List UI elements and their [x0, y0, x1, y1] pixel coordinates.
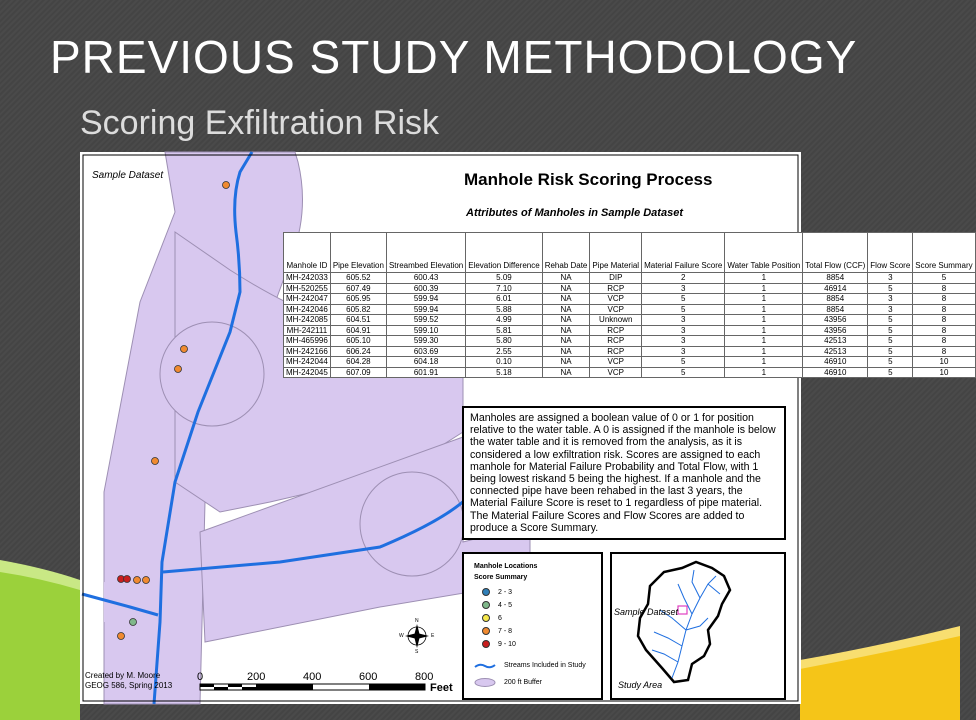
table-cell: NA — [542, 336, 590, 347]
legend-stream-row — [474, 662, 586, 669]
manhole-dot — [143, 577, 150, 584]
table-cell: 43956 — [803, 315, 868, 326]
table-cell: MH-242044 — [284, 357, 331, 368]
table-cell: 601.91 — [386, 367, 465, 378]
table-column-header: Score Summary — [913, 233, 975, 273]
green-band — [0, 570, 80, 720]
table-cell: 3 — [868, 304, 913, 315]
table-cell: 5 — [868, 357, 913, 368]
table-cell: 5 — [868, 325, 913, 336]
risk-scoring-figure — [80, 152, 973, 704]
manhole-dot — [124, 576, 131, 583]
table-cell: 5.09 — [466, 273, 542, 284]
table-cell: 607.49 — [330, 283, 386, 294]
legend-heading: Manhole Locations — [474, 563, 538, 570]
score-dot-icon — [482, 640, 490, 648]
legend-stream-label: Streams Included in Study — [504, 662, 586, 669]
table-cell: 3 — [868, 273, 913, 284]
table-cell: 599.52 — [386, 315, 465, 326]
table-cell: 8854 — [803, 273, 868, 284]
table-cell: 3 — [642, 283, 725, 294]
table-cell: 46910 — [803, 367, 868, 378]
buffer-swatch-icon — [474, 678, 496, 687]
table-cell: RCP — [590, 336, 642, 347]
scale-tick-label: 0 — [197, 671, 204, 683]
table-column-header: Streambed Elevation — [386, 233, 465, 273]
table-cell: 5.80 — [466, 336, 542, 347]
compass-west: W — [399, 633, 404, 639]
legend-buffer-label: 200 ft Buffer — [504, 679, 543, 686]
table-cell: VCP — [590, 367, 642, 378]
table-cell: MH-520255 — [284, 283, 331, 294]
legend-buffer-row — [474, 678, 542, 687]
stream-swatch-icon — [474, 663, 496, 669]
manhole-dot — [130, 619, 137, 626]
table-column-header: Total Flow (CCF) — [803, 233, 868, 273]
compass-north: N — [415, 618, 419, 624]
table-cell: Unknown — [590, 315, 642, 326]
table-row — [284, 336, 976, 347]
table-cell: 5 — [868, 283, 913, 294]
table-cell: 1 — [725, 283, 803, 294]
study-area-inset — [610, 552, 786, 700]
map-credit — [85, 671, 172, 691]
table-cell: 605.82 — [330, 304, 386, 315]
table-cell: 3 — [642, 315, 725, 326]
compass-south: S — [415, 649, 419, 655]
table-cell: 8 — [913, 325, 975, 336]
manhole-dot — [134, 577, 141, 584]
table-column-header: Rehab Date — [542, 233, 590, 273]
table-column-header: Water Table Position — [725, 233, 803, 273]
table-cell: MH-242046 — [284, 304, 331, 315]
table-cell: NA — [542, 294, 590, 305]
table-column-header: Manhole ID — [284, 233, 331, 273]
manhole-dot — [175, 366, 182, 373]
table-cell: 5.81 — [466, 325, 542, 336]
table-header-row — [284, 233, 976, 273]
table-cell: NA — [542, 346, 590, 357]
table-cell: 5 — [642, 357, 725, 368]
table-cell: 604.91 — [330, 325, 386, 336]
table-cell: 8 — [913, 294, 975, 305]
table-column-header: Flow Score — [868, 233, 913, 273]
table-row — [284, 283, 976, 294]
table-cell: NA — [542, 273, 590, 284]
table-cell: 3 — [642, 325, 725, 336]
score-dot-icon — [482, 627, 490, 635]
credit-course: GEOG 586, Spring 2013 — [85, 681, 173, 690]
scale-bar — [200, 684, 425, 690]
table-cell: NA — [542, 315, 590, 326]
table-cell: 600.43 — [386, 273, 465, 284]
table-cell: 0.10 — [466, 357, 542, 368]
legend-class-label: 2 - 3 — [498, 588, 513, 596]
scale-tick-label: 800 — [415, 671, 434, 683]
table-cell: 599.94 — [386, 294, 465, 305]
scale-tick-label: 400 — [303, 671, 322, 683]
table-row — [284, 294, 976, 305]
credit-author: Created by M. Moore — [85, 671, 161, 680]
figure-title: Manhole Risk Scoring Process — [464, 170, 713, 189]
table-cell: 4.99 — [466, 315, 542, 326]
table-column-header: Pipe Elevation — [330, 233, 386, 273]
table-cell: 605.95 — [330, 294, 386, 305]
buffer-circle — [360, 472, 464, 576]
compass-east: E — [431, 633, 435, 639]
table-cell: 606.24 — [330, 346, 386, 357]
table-cell: DIP — [590, 273, 642, 284]
legend-class-label: 7 - 8 — [498, 627, 513, 635]
table-cell: NA — [542, 304, 590, 315]
table-cell: 605.52 — [330, 273, 386, 284]
score-dot-icon — [482, 588, 490, 596]
study-area-boundary — [638, 562, 730, 682]
figure-subtitle: Attributes of Manholes in Sample Dataset — [466, 207, 683, 219]
table-cell: 604.28 — [330, 357, 386, 368]
inset-map — [612, 554, 784, 698]
table-column-header: Material Failure Score — [642, 233, 725, 273]
table-cell: RCP — [590, 325, 642, 336]
table-cell: RCP — [590, 346, 642, 357]
table-cell: 603.69 — [386, 346, 465, 357]
table-cell: 8 — [913, 346, 975, 357]
legend-class-row — [482, 640, 516, 648]
table-cell: 604.51 — [330, 315, 386, 326]
yellow-band-light — [800, 626, 960, 669]
manhole-dot — [118, 633, 125, 640]
legend-class-row — [482, 627, 512, 635]
legend-class-label: 6 — [498, 614, 502, 622]
table-cell: 2 — [642, 273, 725, 284]
manhole-dot — [223, 182, 230, 189]
table-cell: 5 — [868, 315, 913, 326]
table-cell: 3 — [868, 294, 913, 305]
table-cell: MH-465996 — [284, 336, 331, 347]
table-row — [284, 315, 976, 326]
table-cell: 10 — [913, 367, 975, 378]
legend-subheading: Score Summary — [474, 574, 528, 581]
legend-class-label: 9 - 10 — [498, 640, 516, 648]
table-cell: MH-242085 — [284, 315, 331, 326]
table-cell: 1 — [725, 273, 803, 284]
table-cell: 5 — [913, 273, 975, 284]
table-cell: 5 — [868, 336, 913, 347]
table-cell: 2.55 — [466, 346, 542, 357]
scale-unit: Feet — [430, 682, 453, 694]
table-cell: 8854 — [803, 304, 868, 315]
table-cell: 1 — [725, 336, 803, 347]
inset-study-area-label: Study Area — [618, 680, 663, 690]
score-dot-icon — [482, 614, 490, 622]
slide-subtitle: Scoring Exfiltration Risk — [80, 104, 440, 142]
table-cell: 5.18 — [466, 367, 542, 378]
table-cell: RCP — [590, 283, 642, 294]
table-cell: 607.09 — [330, 367, 386, 378]
table-cell: NA — [542, 283, 590, 294]
table-cell: 605.10 — [330, 336, 386, 347]
table-cell: 1 — [725, 346, 803, 357]
table-cell: 6.01 — [466, 294, 542, 305]
table-cell: 8 — [913, 283, 975, 294]
table-cell: 604.18 — [386, 357, 465, 368]
table-cell: 1 — [725, 367, 803, 378]
map-dataset-label: Sample Dataset — [92, 170, 164, 181]
table-cell: 600.39 — [386, 283, 465, 294]
table-cell: 599.30 — [386, 336, 465, 347]
green-band-light — [0, 560, 80, 590]
table-cell: MH-242045 — [284, 367, 331, 378]
table-row — [284, 325, 976, 336]
table-column-header: Pipe Material — [590, 233, 642, 273]
table-cell: VCP — [590, 294, 642, 305]
table-cell: 3 — [642, 346, 725, 357]
table-row — [284, 357, 976, 368]
table-cell: 8 — [913, 304, 975, 315]
table-cell: 43956 — [803, 325, 868, 336]
table-cell: MH-242047 — [284, 294, 331, 305]
legend-class-row — [482, 614, 502, 622]
table-row — [284, 304, 976, 315]
table-cell: 46910 — [803, 357, 868, 368]
table-cell: NA — [542, 367, 590, 378]
table-cell: 1 — [725, 315, 803, 326]
table-cell: 42513 — [803, 336, 868, 347]
table-cell: 1 — [725, 294, 803, 305]
table-cell: 7.10 — [466, 283, 542, 294]
table-cell: MH-242166 — [284, 346, 331, 357]
manhole-attribute-table — [283, 232, 976, 378]
table-cell: 5 — [642, 304, 725, 315]
legend-class-label: 4 - 5 — [498, 601, 513, 609]
table-cell: MH-242033 — [284, 273, 331, 284]
table-cell: 10 — [913, 357, 975, 368]
table-cell: 599.94 — [386, 304, 465, 315]
scale-tick-label: 600 — [359, 671, 378, 683]
table-cell: 5.88 — [466, 304, 542, 315]
table-cell: 1 — [725, 325, 803, 336]
inset-sample-label: Sample Dataset — [614, 607, 679, 617]
legend-class-row — [482, 601, 512, 609]
table-cell: 8 — [913, 336, 975, 347]
north-arrow-icon — [405, 624, 429, 648]
table-cell: 1 — [725, 357, 803, 368]
table-cell: 5 — [642, 294, 725, 305]
table-column-header: Elevation Difference — [466, 233, 542, 273]
slide-title: PREVIOUS STUDY METHODOLOGY — [50, 31, 858, 83]
map-legend — [462, 552, 603, 700]
table-cell: 42513 — [803, 346, 868, 357]
table-cell: 599.10 — [386, 325, 465, 336]
table-cell: 3 — [642, 336, 725, 347]
yellow-band — [800, 632, 960, 720]
table-row — [284, 367, 976, 378]
table-cell: 8854 — [803, 294, 868, 305]
table-row — [284, 273, 976, 284]
table-cell: MH-242111 — [284, 325, 331, 336]
scoring-description: Manholes are assigned a boolean value of 0 or 1 for position relative to the water table. A 0 is assigned if the manhole is below the water table and it is removed from the analysis, as it is considered a low exfiltration risk. Scores are assigned to each manhole for Material Failure Probability and Total Flow, with 1 being lowest riskand 5 being the highest. If a manhole and the connected pipe have been rehabed in the last 3 years, the Material Failure Score is reset to 1 regardless of pipe material. The Material Failure Scores and Flow Scores are added to produce a Score Summary. — [462, 406, 786, 540]
table-cell: 8 — [913, 315, 975, 326]
table-cell: VCP — [590, 357, 642, 368]
scale-tick-label: 200 — [247, 671, 266, 683]
manhole-dot — [152, 458, 159, 465]
table-cell: NA — [542, 357, 590, 368]
manhole-dot — [181, 346, 188, 353]
score-dot-icon — [482, 601, 490, 609]
table-cell: NA — [542, 325, 590, 336]
table-cell: VCP — [590, 304, 642, 315]
table-cell: 5 — [642, 367, 725, 378]
table-cell: 5 — [868, 346, 913, 357]
table-cell: 1 — [725, 304, 803, 315]
legend-class-row — [482, 588, 512, 596]
table-row — [284, 346, 976, 357]
table-cell: 5 — [868, 367, 913, 378]
table-cell: 46914 — [803, 283, 868, 294]
